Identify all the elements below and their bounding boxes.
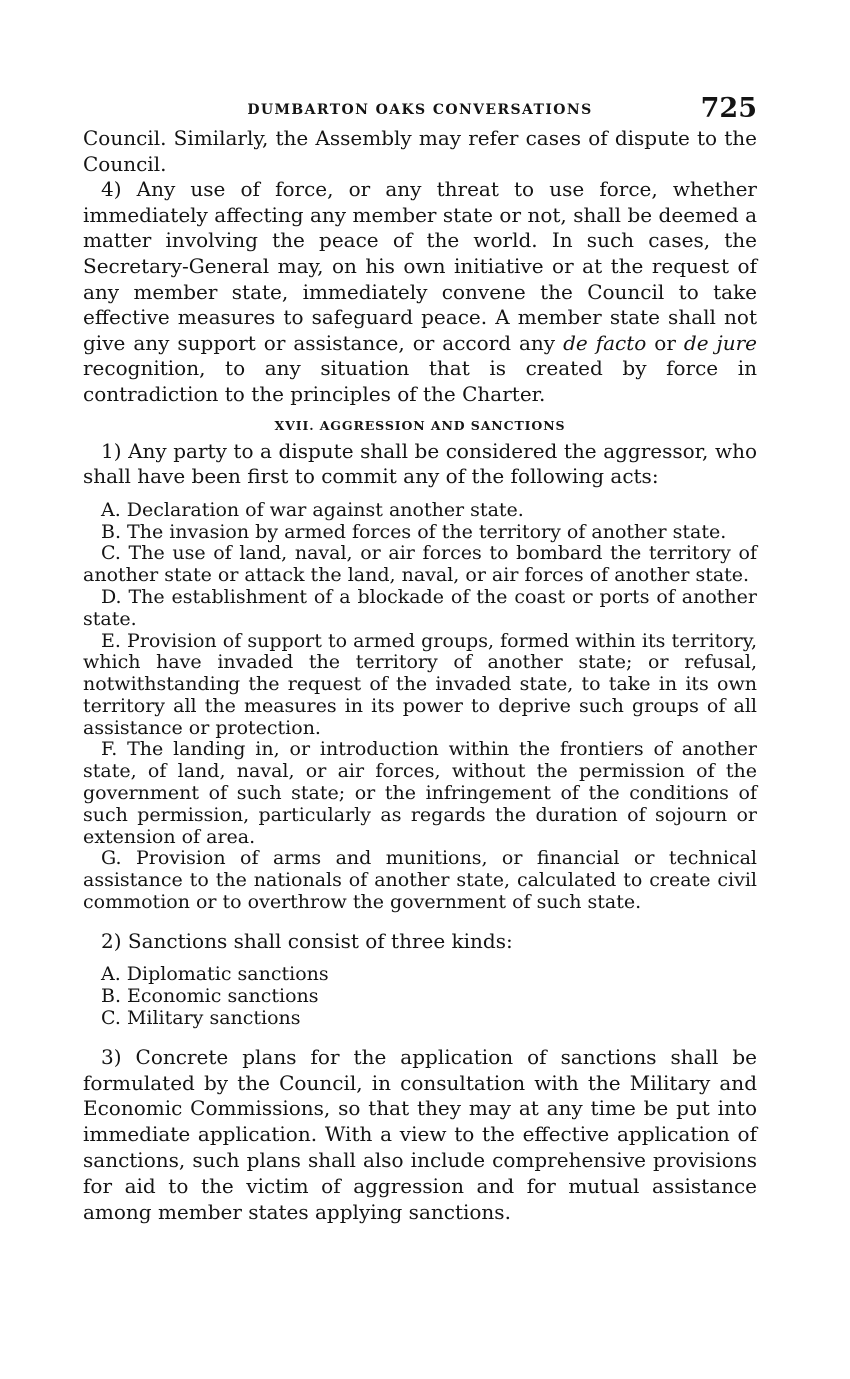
- section-paragraph-1: 1) Any party to a dispute shall be considered the aggressor, who shall have been first to commit any of the following acts:: [83, 438, 757, 489]
- sanction-kind-a: A. Diplomatic sanctions: [101, 963, 329, 986]
- de-facto-term: de facto: [563, 330, 647, 355]
- book-page: [83, 92, 757, 1225]
- section-paragraph-2: 2) Sanctions shall consist of three kinds:: [101, 928, 513, 953]
- paragraph-4-text-a: 4) Any use of force, or any threat to use force, whether immediately affecting any member state or not, shall be deemed a matter involving the peace of the world. In such cases, the Secretary-General may, on his own initiative or at the request of any member state, immediately convene the Council to take effective measures to safeguard peace. A member state shall not give any support or assistance, or accord any: [83, 177, 757, 355]
- sanctions-kinds-list: [83, 964, 757, 1029]
- paragraph-4-text-b: or: [646, 330, 684, 355]
- running-head: [83, 92, 757, 126]
- de-jure-term: de jure: [683, 330, 757, 355]
- paragraph-4: [83, 177, 757, 407]
- act-item-f: F. The landing in, or introduction within the frontiers of another state, of land, naval, or air forces, without the permission of the government of such state; or the infringement of the conditions of such permission, particularly as regards the duration of sojourn or extension of area.: [83, 738, 757, 848]
- act-item-g: G. Provision of arms and munitions, or financial or technical assistance to the nationals of another state, calculated to create civil commotion or to overthrow the government of such state.: [83, 847, 757, 914]
- page-number: 725: [700, 93, 757, 124]
- section-heading: XVII. AGGRESSION AND SANCTIONS: [274, 417, 566, 433]
- running-title: DUMBARTON OAKS CONVERSATIONS: [247, 102, 593, 118]
- act-item-b: B. The invasion by armed forces of the territory of another state.: [101, 520, 727, 543]
- act-item-a: A. Declaration of war against another state.: [101, 498, 524, 521]
- paragraph-4-text-c: recognition, to any situation that is created by force in contradiction to the principles of the Charter.: [83, 356, 757, 406]
- sanction-kind-b: B. Economic sanctions: [101, 985, 319, 1008]
- act-item-d: D. The establishment of a blockade of the coast or ports of another state.: [83, 585, 757, 630]
- act-item-e: E. Provision of support to armed groups, formed within its territory, which have invaded the territory of another state; or refusal, notwithstanding the request of the invaded state, to take in its own territory all the measures in its power to deprive such groups of all assistance or protection.: [83, 629, 757, 739]
- sanction-kind-c: C. Military sanctions: [101, 1007, 301, 1030]
- section-paragraph-3: 3) Concrete plans for the application of sanctions shall be formulated by the Council, in consultation with the Military and Economic Commissions, so that they may at any time be put into immediate application. With a view to the effective application of sanctions, such plans shall also include comprehensive provisions for aid to the victim of aggression and for mutual assistance among member states applying sanctions.: [83, 1044, 757, 1224]
- aggression-acts-list: [83, 500, 757, 914]
- act-item-c: C. The use of land, naval, or air forces to bombard the territory of another state or attack the land, naval, or air forces of another state.: [83, 542, 757, 587]
- paragraph-continuation: Council. Similarly, the Assembly may refer cases of dispute to the Council.: [83, 126, 757, 176]
